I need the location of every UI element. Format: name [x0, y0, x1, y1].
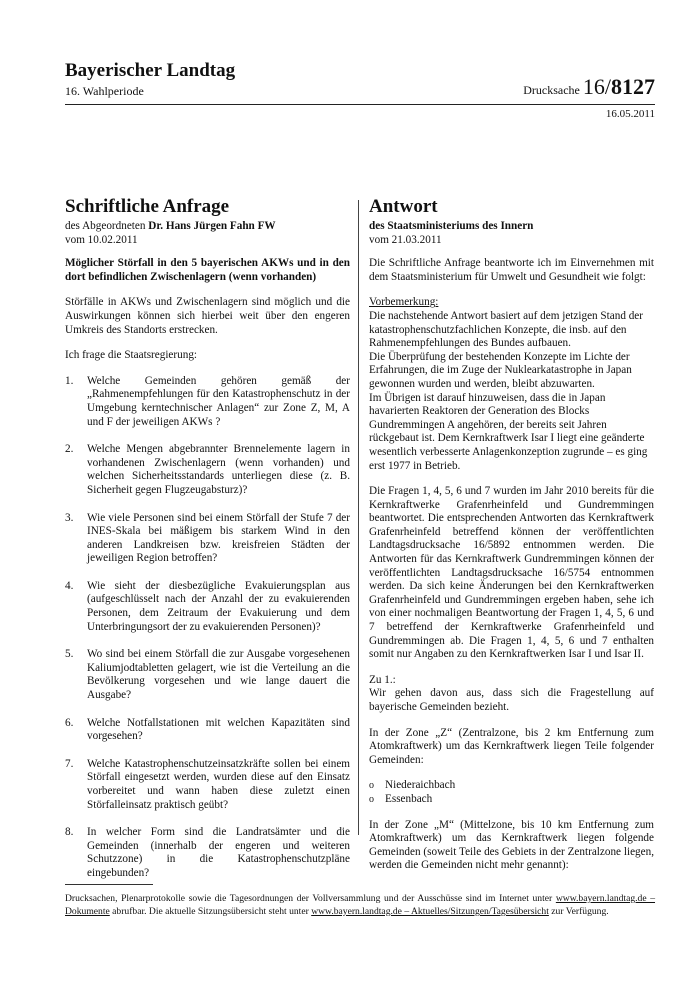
- author-name: Dr. Hans Jürgen Fahn FW: [148, 220, 276, 232]
- remark-paragraph: Die Überprüfung der bestehenden Konzepte im Lichte der Erfahrungen, die im Zuge der Nuklearkatastrophe in Japan gewonnen wurden und werden, bleibt abzuwarten.: [369, 350, 632, 390]
- publication-date: 16.05.2011: [605, 108, 655, 120]
- footer-text: zur Verfügung.: [548, 906, 609, 917]
- documents-link[interactable]: www.bayern.landtag.de – Dokumente: [65, 893, 656, 917]
- question-text: Wie viele Personen sind bei einem Störfall der Stufe 7 der INES-Skala bei mäßigem bis starkem Wind in den anderen Landkreisen bzw. kreisfreien Städten der jeweiligen Region betroffen?: [87, 511, 350, 565]
- zone-z-text: In der Zone „Z“ (Zentralzone, bis 2 km Entfernung zum Atomkraftwerk) um das Kernkraftwerk liegen Teile folgender Gemeinden:: [369, 726, 654, 766]
- bullet-icon: o: [369, 780, 374, 792]
- question-item: [65, 826, 350, 880]
- zone-z-list: [369, 779, 654, 806]
- answer-date: vom 21.03.2011: [369, 233, 442, 246]
- remark-paragraph: Die nachstehende Antwort basiert auf dem jetzigen Stand der katastrophenschutzfachlichen Konzepte, die insb. auf den Rahmenempfehlungen des Bundes aufbauen.: [369, 309, 644, 350]
- question-text: Wie sieht der diesbezügliche Evakuierungsplan aus (aufgeschlüsselt nach der Anzahl der zu evakuierenden Personen, dem Zeitraum der Evakuierung und dem Unterbringungsort der zu evakuierenden Personen)?: [87, 579, 350, 633]
- footer-divider: [65, 884, 153, 885]
- answer-column: [369, 195, 654, 885]
- remark-label: Vorbemerkung:: [369, 296, 439, 309]
- legislative-period: 16. Wahlperiode: [65, 84, 144, 98]
- municipality-name: Niederaichbach: [385, 779, 456, 792]
- footer-text: Drucksachen, Plenarprotokolle sowie die Tagesordnungen der Vollversammlung und der Ausschüsse sind im Internet unter: [65, 893, 556, 904]
- question-text: Wo sind bei einem Störfall die zur Ausgabe vorgesehenen Kaliumjodtabletten gelagert, wie ist die Verteilung an die Bevölkerung vorgesehen und wie lange dauert die Ausgabe?: [87, 648, 350, 702]
- question-item: [65, 717, 350, 744]
- question-item: [65, 375, 350, 429]
- drucksache-number: 8127: [611, 74, 655, 99]
- municipality-name: Essenbach: [385, 792, 433, 805]
- column-divider: [358, 200, 359, 835]
- author-prefix: des Abgeordneten: [65, 220, 149, 232]
- answer-ministry: des Staatsministeriums des Innern: [369, 220, 534, 232]
- answer-intro: Die Schriftliche Anfrage beantworte ich im Einvernehmen mit dem Staatsministerium für Umwelt und Gesundheit wie folgt:: [369, 257, 654, 283]
- document-number: [523, 74, 655, 100]
- zu1-text: Wir gehen davon aus, dass sich die Fragestellung auf bayerische Gemeinden bezieht.: [369, 687, 654, 713]
- inquiry-subject: Möglicher Störfall in den 5 bayerischen AKWs und in den dort befindlichen Zwischenlagern (wenn vorhanden): [65, 257, 350, 283]
- question-text: In welcher Form sind die Landratsämter und die Gemeinden (innerhalb der engeren und weiteren Schutzzone) in die Katastrophenschutzpläne eingebunden?: [87, 826, 350, 879]
- question-number: 8.: [65, 826, 74, 839]
- inquiry-column: [65, 195, 350, 895]
- inquiry-date: vom 10.02.2011: [65, 233, 138, 246]
- drucksache-prefix: 16/: [582, 74, 611, 99]
- inquiry-heading: Schriftliche Anfrage: [65, 196, 230, 217]
- list-item: [369, 793, 654, 807]
- question-text: Welche Gemeinden gehören gemäß der „Rahmenempfehlungen für den Katastrophenschutz in der Umgebung kerntechnischer Anlagen“ zur Zone Z, M, A und F der jeweiligen AKWs ?: [87, 374, 350, 428]
- question-item: [65, 648, 350, 702]
- question-item: [65, 758, 350, 812]
- question-number: 3.: [65, 511, 74, 524]
- footer-text: abrufbar. Die aktuelle Sitzungsübersicht steht unter: [109, 906, 312, 917]
- drucksache-label: Drucksache: [523, 83, 580, 97]
- question-item: [65, 580, 350, 634]
- question-number: 6.: [65, 716, 74, 729]
- parliament-title: Bayerischer Landtag: [65, 60, 236, 81]
- inquiry-author: [65, 220, 350, 234]
- question-list: [65, 375, 350, 881]
- question-number: 1.: [65, 374, 74, 387]
- answer-heading: Antwort: [369, 196, 438, 217]
- sessions-link[interactable]: www.bayern.landtag.de – Aktuelles/Sitzungen/Tagesübersicht: [311, 906, 549, 917]
- question-text: Welche Katastrophenschutzeinsatzkräfte sollen bei einem Störfall eingesetzt werden, wurden diese auf den Einsatz vorbereitet und wann haben diese zuletzt einen Störfalleinsatz praktisch geübt?: [87, 757, 350, 811]
- question-item: [65, 512, 350, 566]
- question-number: 7.: [65, 757, 74, 770]
- question-text: Welche Mengen abgebrannter Brennelemente lagern in vorhandenen Zwischenlagern (wenn vorhanden) und welchen Sicherheitsstandards unterliegen diese (z. B. Sicherheit gegen Flugzeugabsturz)?: [87, 443, 350, 496]
- question-text: Welche Notfallstationen mit welchen Kapazitäten sind vorgesehen?: [87, 716, 350, 743]
- zu1-label: Zu 1.:: [369, 673, 396, 686]
- inquiry-intro: Störfälle in AKWs und Zwischenlagern sind möglich und die Auswirkungen können sich hierbei weit über den engeren Umkreis des Standorts erstrecken.: [65, 296, 350, 336]
- answer-paragraph: Die Fragen 1, 4, 5, 6 und 7 wurden im Jahr 2010 bereits für die Kernkraftwerke Grafenrheinfeld und Gundremmingen beantwortet. Die entsprechenden Antworten das Kernkraftwerk Grafenrheinfeld betreffend können der veröffentlichten Landtagsdrucksache 16/5892 entnommen werden. Die Antworten für das Kernkraftwerk Gundremmingen können der veröffentlichten Landtagsdrucksache 16/5754 entnommen werden. Da sich keine Änderungen bei den Kernkraftwerken Grafenrheinfeld und Gundremmingen ergeben haben, sehe ich von einer nochmaligen Beantwortung der Fragen 1, 4, 5, 6 und 7 betreffend der Kernkraftwerke Grafenrheinfeld und Gundremmingen ab. Die Fragen 1, 4, 5, 6 und 7 enthalten somit nur Angaben zu den Kernkraftwerken Isar I und Isar II.: [369, 485, 654, 661]
- question-item: [65, 443, 350, 497]
- question-number: 4.: [65, 579, 74, 592]
- remark-paragraph: Im Übrigen ist darauf hinzuweisen, dass die in Japan havarierten Reaktoren der Generation des Blocks Gundremmingen A angehören, der bereits seit Jahren rückgebaut ist. Dem Kernkraftwerk Isar I liegt eine geänderte wesentlich verbesserte Anlagenkonzeption zugrunde – es ging erst 1977 in Betrieb.: [369, 391, 648, 472]
- question-number: 5.: [65, 648, 74, 661]
- inquiry-ask: Ich frage die Staatsregierung:: [65, 349, 198, 362]
- footer-note: [65, 892, 655, 918]
- list-item: [369, 779, 654, 793]
- bullet-icon: o: [369, 793, 374, 805]
- header-divider: [65, 104, 655, 105]
- zone-m-text: In der Zone „M“ (Mittelzone, bis 10 km Entfernung zum Atomkraftwerk) um das Kernkraftwerk liegen folgende Gemeinden (soweit Teile des Gebiets in der Zentralzone liegen, werden die Gemeinden nicht mehr genannt):: [369, 818, 654, 872]
- question-number: 2.: [65, 443, 74, 456]
